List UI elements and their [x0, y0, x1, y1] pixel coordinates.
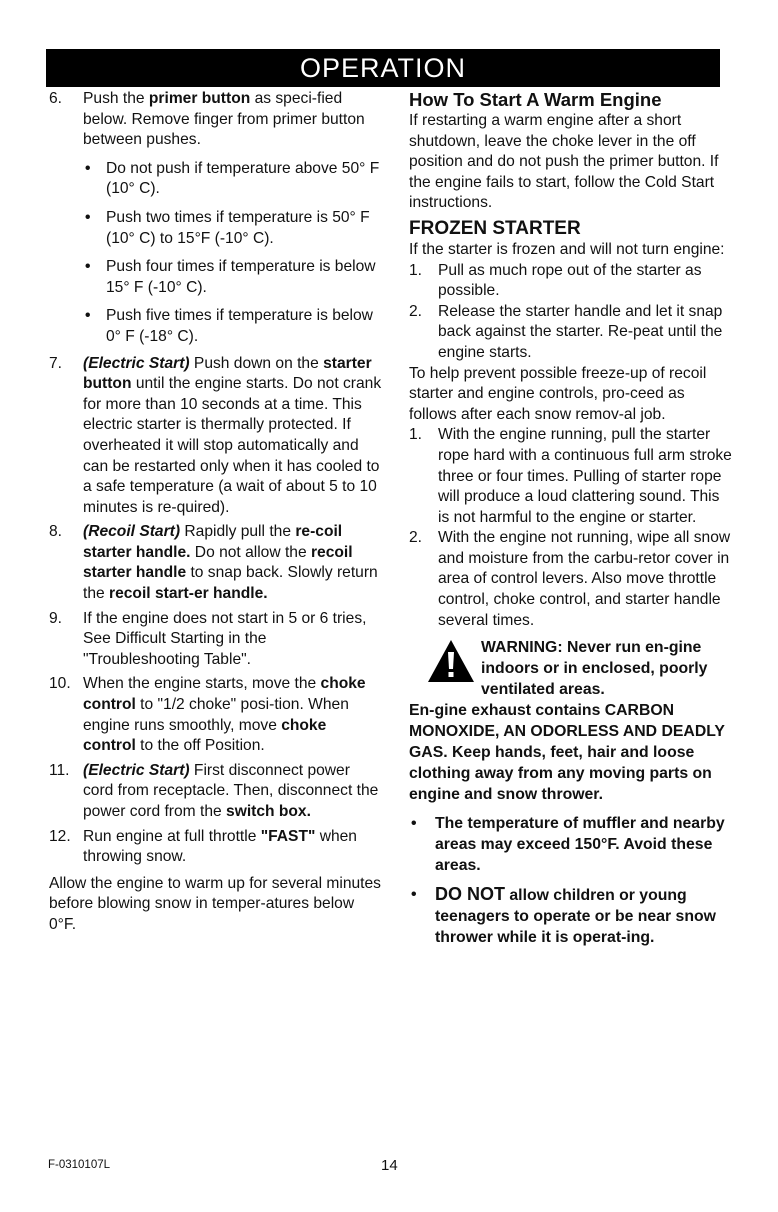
bullet-temp-4: • Push five times if temperature is below 0° F (-18° C).	[85, 307, 373, 345]
warning-bullet-children: • DO NOT allow children or young teenagers to operate or be near snow thrower while it is operat-ing.	[411, 884, 716, 947]
document-code: F-0310107L	[48, 1159, 111, 1171]
step-12: 12. Run engine at full throttle "FAST" when throwing snow.	[49, 827, 357, 866]
warning-bullet-muffler: • The temperature of muffler and nearby areas may exceed 150°F. Avoid these areas.	[411, 815, 725, 875]
bullet-temp-2: • Push two times if temperature is 50° F (10° C) to 15°F (-10° C).	[85, 208, 370, 247]
right-column	[409, 89, 735, 948]
frozen-step-1: 1. Pull as much rope out of the starter as possible.	[409, 261, 702, 300]
closing-paragraph: Allow the engine to warm up for several minutes before blowing snow in temper-atures below 0°F.	[49, 874, 381, 933]
frozen-starter-heading: FROZEN STARTER	[409, 217, 581, 239]
step-11: 11. (Electric Start) First disconnect power cord from receptacle. Then, disconnect the power cord from the switch box.	[49, 761, 379, 820]
section-title: OPERATION	[299, 52, 467, 83]
step-6: 6. Push the primer button as speci-fied below. Remove finger from primer button between pushes.	[49, 90, 365, 149]
prevent-step-2: 2. With the engine not running, wipe all snow and moisture from the carbu-retor cover in area of control levers. Also move throttle control, choke control, and starter handle several times.	[409, 529, 731, 629]
warm-engine-heading: How To Start A Warm Engine	[409, 89, 662, 110]
left-column	[49, 89, 383, 936]
step-9: 9. If the engine does not start in 5 or 6 tries, See Difficult Starting in the "Troubleshooting Table".	[49, 609, 367, 668]
frozen-intro: If the starter is frozen and will not turn engine:	[409, 240, 725, 258]
bullet-icon: •	[85, 307, 91, 325]
step-10: 10. When the engine starts, move the choke control to "1/2 choke" posi-tion. When engine runs smoothly, move choke control to the off Position.	[49, 675, 366, 755]
page-number: 14	[381, 1157, 398, 1174]
warning-block: WARNING: Never run en-gine indoors or in enclosed, poorly ventilated areas.	[409, 637, 735, 700]
step-7: 7. (Electric Start) Push down on the starter button until the engine starts. Do not crank for more than 10 seconds at a time. This electric starter is thermally protected. If overheated it will stop automatically and can be restarted only when it has cooled to a safe temperature (a wait of about 5 to 10 minutes is re-quired).	[49, 354, 382, 516]
warning-triangle-icon	[427, 639, 475, 683]
prevent-step-1: 1. With the engine running, pull the starter rope hard with a continuous full arm stroke three or four times. Pulling of starter rope will produce a loud clattering sound. This is not harmful to the engine or starter.	[409, 426, 732, 526]
step-8: 8. (Recoil Start) Rapidly pull the re-coil starter handle. Do not allow the recoil starter handle to snap back. Slowly return the recoil start-er handle.	[49, 523, 378, 603]
section-banner	[46, 49, 720, 87]
frozen-step-2: 2. Release the starter handle and let it snap back against the starter. Re-peat until the engine starts.	[409, 302, 723, 361]
freeze-prevent-text: To help prevent possible freeze-up of recoil starter and engine controls, pro-ceed as follows after each snow remov-al job.	[409, 364, 707, 423]
bullet-temp-3: • Push four times if temperature is below 15° F (-10° C).	[85, 258, 376, 296]
warm-engine-text: If restarting a warm engine after a short shutdown, leave the choke lever in the off position and do not push the primer button. If the engine fails to start, follow the Cold Start instructions.	[409, 112, 719, 212]
bullet-icon: •	[85, 208, 91, 226]
bullet-icon: •	[411, 886, 417, 904]
bullet-icon: •	[411, 815, 417, 833]
bullet-icon: •	[85, 258, 91, 276]
warning-body: En-gine exhaust contains CARBON MONOXIDE, AN ODORLESS AND DEADLY GAS. Keep hands, feet, hair and loose clothing away from any moving parts on engine and snow thrower.	[409, 702, 725, 804]
bullet-temp-1: • Do not push if temperature above 50° F (10° C).	[85, 159, 380, 198]
bullet-icon: •	[85, 159, 91, 177]
